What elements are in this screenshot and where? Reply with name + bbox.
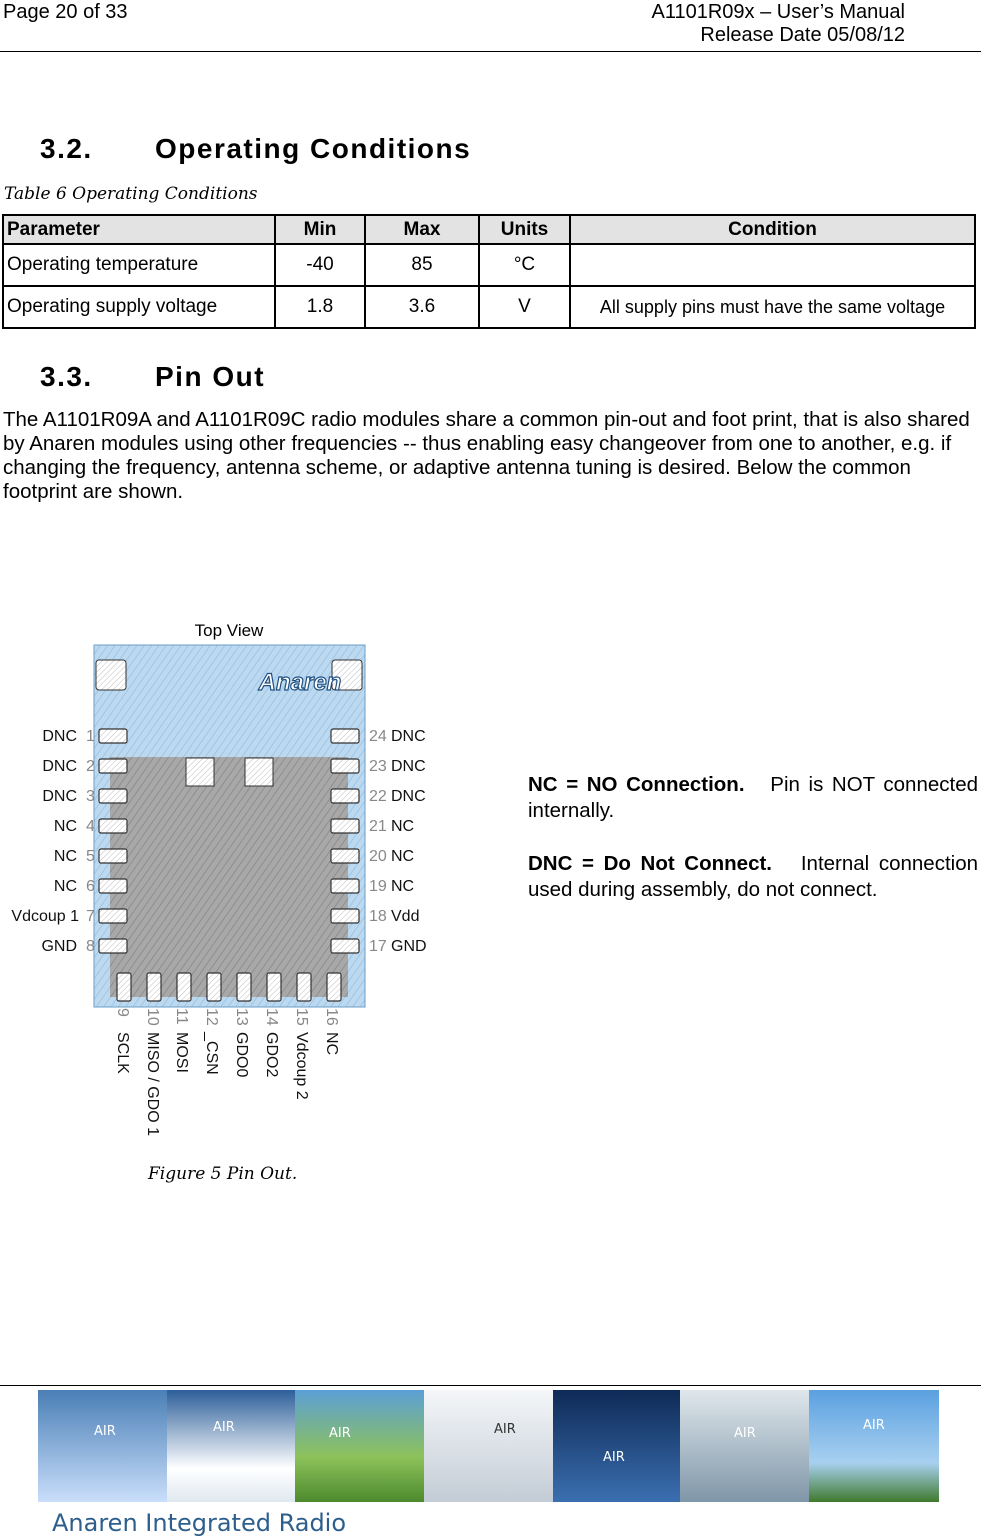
air-badge: AIR — [494, 1422, 516, 1437]
table-cell: 3.6 — [365, 286, 479, 328]
pin-15-number: 15 — [293, 1008, 310, 1026]
pin-4-label: NC — [53, 818, 77, 835]
footer-divider — [0, 1385, 981, 1386]
pad-pin-9 — [117, 973, 131, 1001]
pin-24-label: DNC — [391, 728, 426, 745]
pin-11-number: 11 — [173, 1008, 190, 1025]
nc-note — [528, 772, 978, 824]
figure-caption: Figure 5 Pin Out. — [148, 1164, 298, 1184]
header-divider — [0, 51, 981, 52]
air-badge: AIR — [329, 1426, 351, 1441]
pad-pin-12 — [207, 973, 221, 1001]
pin-13-label: GDO0 — [233, 1032, 250, 1078]
pad-pin-20 — [331, 849, 359, 863]
pin-10-group — [144, 1008, 161, 1136]
pin-16-label: NC — [323, 1032, 340, 1056]
pin-3-label: DNC — [42, 788, 77, 805]
pin-22-label: DNC — [391, 788, 426, 805]
pin-23-number: 23 — [369, 758, 387, 775]
table-cell: V — [479, 286, 570, 328]
nc-description: Pin is NOT connected internally. — [528, 773, 978, 822]
pin-12-label: _CSN — [203, 1032, 220, 1075]
column-header: Parameter — [3, 215, 275, 244]
air-badge: AIR — [603, 1450, 625, 1465]
pin-1-label: DNC — [42, 728, 77, 745]
pinout-diagram — [0, 610, 470, 1150]
release-date: Release Date 05/08/12 — [700, 24, 905, 46]
shield-can — [110, 757, 348, 997]
pin-6-number: 6 — [86, 878, 95, 895]
table-cell — [570, 244, 975, 286]
pin-19-label: NC — [391, 878, 415, 895]
pad-pin-23 — [331, 759, 359, 773]
pin-23-label: DNC — [391, 758, 426, 775]
pin-21-label: NC — [391, 818, 415, 835]
pin-6-label: NC — [53, 878, 77, 895]
table-caption: Table 6 Operating Conditions — [4, 184, 258, 204]
pad-pin-4 — [99, 819, 127, 833]
pin-11-group — [173, 1008, 190, 1073]
pad-pin-14 — [267, 973, 281, 1001]
pin-18-number: 18 — [369, 908, 387, 925]
pin-1-number: 1 — [86, 728, 95, 745]
table-cell: 1.8 — [275, 286, 365, 328]
pin-20-label: NC — [391, 848, 415, 865]
operating-conditions-table — [2, 214, 976, 329]
pin-8-number: 8 — [86, 938, 95, 955]
pad-pin-1 — [99, 729, 127, 743]
section-3-2-title: Operating Conditions — [155, 133, 472, 164]
footer-photo-strip — [38, 1390, 939, 1502]
pinout-paragraph: The A1101R09A and A1101R09C radio modules share a common pin-out and foot print, that is also shared by Anaren modules using other frequencies -- thus enabling easy changeover from one to another, e.g. if changing the frequency, antenna scheme, or adaptive antenna tuning is desired. Below the common footprint are shown. — [3, 408, 970, 503]
table-row — [3, 244, 975, 286]
dnc-description: Internal connection used during assembly, do not connect. — [528, 852, 979, 901]
pad-pin-11 — [177, 973, 191, 1001]
table-cell: Operating temperature — [3, 244, 275, 286]
pin-12-number: 12 — [203, 1008, 220, 1026]
anaren-logo: Anaren — [258, 669, 342, 696]
table-cell: All supply pins must have the same voltage — [570, 286, 975, 328]
pad-pin-17 — [331, 939, 359, 953]
pin-10-number: 10 — [144, 1008, 161, 1026]
pin-7-label: Vdcoup 1 — [11, 908, 79, 925]
pad-pin-19 — [331, 879, 359, 893]
section-3-3-title: Pin Out — [155, 361, 266, 392]
pin-2-label: DNC — [42, 758, 77, 775]
column-header: Max — [365, 215, 479, 244]
pin-14-label: GDO2 — [263, 1032, 280, 1078]
pin-9-label: SCLK — [114, 1032, 131, 1074]
pin-3-number: 3 — [86, 788, 95, 805]
air-badge: AIR — [863, 1418, 885, 1433]
footer-photo-snowboarder — [424, 1390, 553, 1502]
pin-13-number: 13 — [233, 1008, 250, 1026]
table-cell: -40 — [275, 244, 365, 286]
center-pad — [245, 758, 273, 786]
corner-pad — [96, 660, 126, 690]
pin-13-group — [233, 1008, 250, 1077]
pin-14-group — [263, 1008, 280, 1077]
pad-pin-8 — [99, 939, 127, 953]
pin-16-number: 16 — [323, 1008, 340, 1026]
pin-12-group — [203, 1008, 220, 1075]
column-header: Min — [275, 215, 365, 244]
table-cell: 85 — [365, 244, 479, 286]
pin-21-number: 21 — [369, 818, 387, 835]
pin-15-group — [293, 1008, 310, 1100]
pad-pin-7 — [99, 909, 127, 923]
pin-11-label: MOSI — [173, 1032, 190, 1073]
pin-7-number: 7 — [86, 908, 95, 925]
pin-5-number: 5 — [86, 848, 95, 865]
footer-photo-skater — [38, 1390, 167, 1502]
document-title: A1101R09x – User’s Manual — [651, 1, 905, 23]
pad-pin-3 — [99, 789, 127, 803]
air-badge: AIR — [94, 1424, 116, 1439]
table-cell: Operating supply voltage — [3, 286, 275, 328]
section-3-3-number: 3.3. — [40, 361, 93, 392]
pin-15-label: Vdcoup 2 — [293, 1032, 310, 1100]
table-row — [3, 286, 975, 328]
pad-pin-2 — [99, 759, 127, 773]
pin-9-number: 9 — [114, 1008, 131, 1017]
column-header: Condition — [570, 215, 975, 244]
footer-brand: Anaren Integrated Radio — [52, 1509, 347, 1537]
pad-pin-15 — [297, 973, 311, 1001]
pin-24-number: 24 — [369, 728, 387, 745]
pin-22-number: 22 — [369, 788, 387, 805]
pad-pin-6 — [99, 879, 127, 893]
pin-17-label: GND — [391, 938, 427, 955]
air-badge: AIR — [734, 1426, 756, 1441]
pin-14-number: 14 — [263, 1008, 280, 1026]
diagram-title: Top View — [194, 621, 264, 640]
pad-pin-22 — [331, 789, 359, 803]
footer-photo-jumper — [809, 1390, 939, 1502]
table-header-row — [3, 215, 975, 244]
dnc-note — [528, 851, 978, 903]
pin-18-label: Vdd — [391, 908, 420, 925]
pad-pin-5 — [99, 849, 127, 863]
footer-photo-kayaker — [680, 1390, 809, 1502]
center-pad — [186, 758, 214, 786]
nc-term: NC = NO Connection. — [528, 773, 745, 796]
pin-19-number: 19 — [369, 878, 387, 895]
footer-photo-skier — [167, 1390, 295, 1502]
footer-photo-biker — [295, 1390, 424, 1502]
page-number: Page 20 of 33 — [3, 1, 128, 23]
pad-pin-21 — [331, 819, 359, 833]
section-3-2-number: 3.2. — [40, 133, 93, 164]
footer-photo-windsurfer — [553, 1390, 680, 1502]
pad-pin-10 — [147, 973, 161, 1001]
pin-10-label: MISO / GDO 1 — [144, 1032, 161, 1137]
table-cell: °C — [479, 244, 570, 286]
pin-4-number: 4 — [86, 818, 95, 835]
pin-8-label: GND — [41, 938, 77, 955]
pin-17-number: 17 — [369, 938, 387, 955]
column-header: Units — [479, 215, 570, 244]
pad-pin-16 — [327, 973, 341, 1001]
pin-5-label: NC — [53, 848, 77, 865]
pad-pin-13 — [237, 973, 251, 1001]
pin-2-number: 2 — [86, 758, 95, 775]
dnc-term: DNC = Do Not Connect. — [528, 852, 773, 875]
pin-9-group — [114, 1008, 131, 1074]
pad-pin-24 — [331, 729, 359, 743]
pin-20-number: 20 — [369, 848, 387, 865]
air-badge: AIR — [213, 1420, 235, 1435]
pin-16-group — [323, 1008, 340, 1055]
pad-pin-18 — [331, 909, 359, 923]
